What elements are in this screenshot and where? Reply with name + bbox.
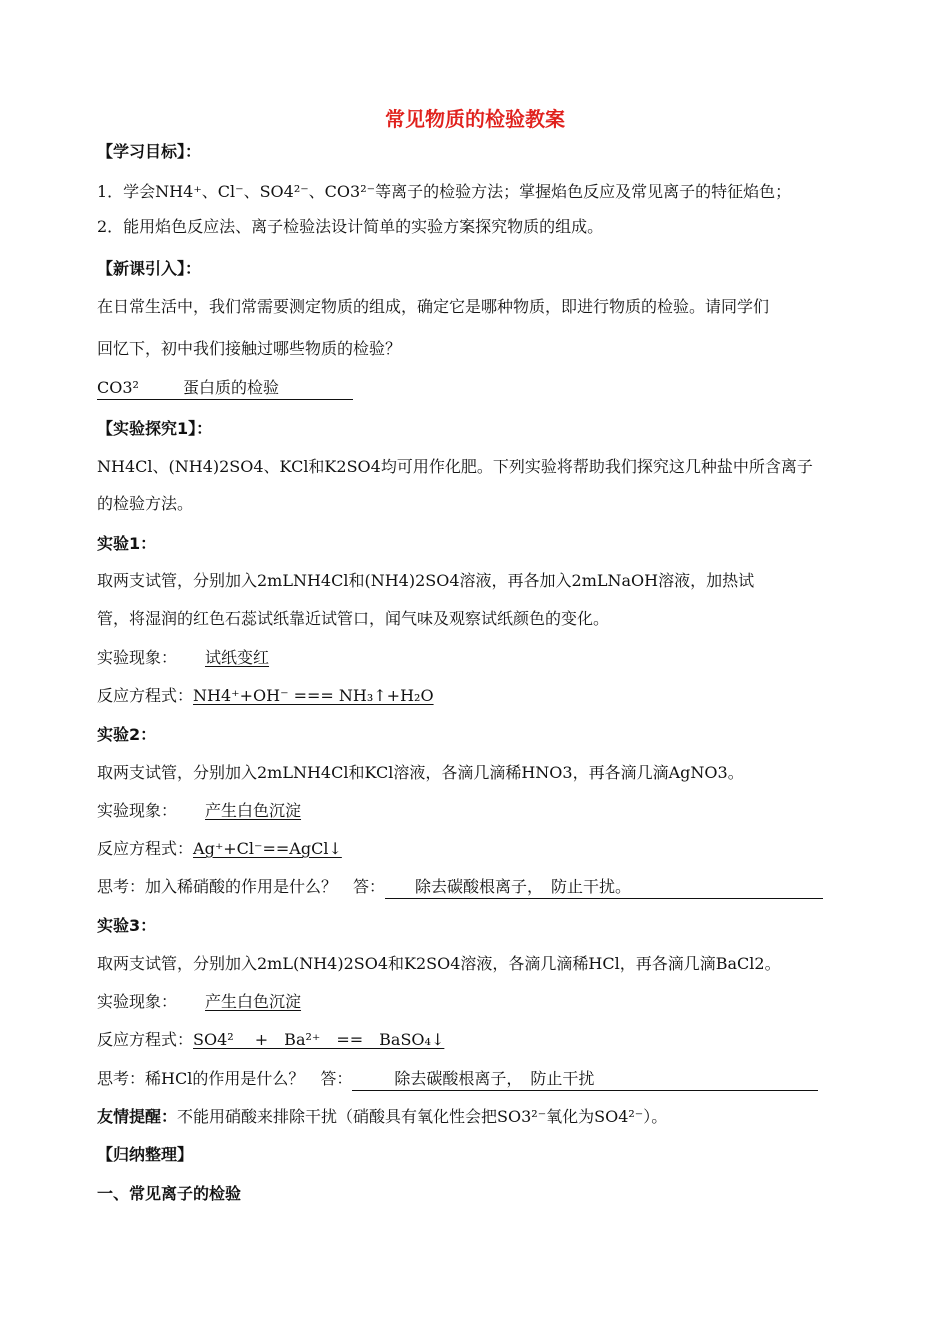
explore1-paragraph-line-2: 的检验方法。 — [97, 494, 194, 513]
intro-paragraph-line-2: 回忆下，初中我们接触过哪些物质的检验？ — [97, 339, 402, 358]
exp1-equation-row — [97, 685, 434, 707]
exp2-procedure-line-1: 取两支试管，分别加入2mLNH4Cl和KCl溶液，各滴几滴稀HNO3，再各滴几滴AgNO3。 — [97, 763, 744, 782]
exp3-equation-label: 反应方程式： — [97, 1030, 194, 1049]
exp3-phenomenon-row — [97, 991, 301, 1013]
exp2-phenomenon-row — [97, 800, 301, 822]
explore1-heading: 【实验探究1】： — [97, 419, 213, 438]
document-title: 常见物质的检验教案 — [385, 107, 565, 131]
exp1-heading: 实验1： — [97, 534, 157, 553]
exp2-think-answer: 除去碳酸根离子， 防止干扰。 — [415, 877, 632, 896]
exp3-equation-answer: SO4² + Ba²⁺ == BaSO₄↓ — [193, 1030, 445, 1049]
exp2-think-row — [97, 876, 823, 899]
exp3-equation-row — [97, 1029, 444, 1051]
exp2-phenomenon-answer: 产生白色沉淀 — [205, 801, 302, 820]
exp3-heading: 实验3： — [97, 916, 157, 935]
exp1-phenomenon-row — [97, 647, 269, 669]
exp3-think-answer-blank — [352, 1068, 818, 1091]
intro-answer-protein: 蛋白质的检验 — [182, 378, 279, 397]
reminder-row — [97, 1106, 667, 1128]
intro-answer-line — [97, 377, 353, 400]
explore1-paragraph-line-1: NH4Cl、(NH4)2SO4、KCl和K2SO4均可用作化肥。下列实验将帮助我们探究这几种盐中所含离子 — [97, 457, 813, 476]
exp2-think-question: 思考：加入稀硝酸的作用是什么？ 答： — [97, 877, 386, 896]
exp2-heading: 实验2： — [97, 725, 157, 744]
exp1-procedure-line-2: 管，将湿润的红色石蕊试纸靠近试管口，闻气味及观察试纸颜色的变化。 — [97, 609, 610, 628]
goals-heading: 【学习目标】： — [97, 142, 202, 161]
exp2-equation-row — [97, 838, 342, 860]
exp2-phenomenon-label: 实验现象： — [97, 801, 178, 820]
exp1-phenomenon-label: 实验现象： — [97, 648, 178, 667]
exp3-procedure-line-1: 取两支试管，分别加入2mL(NH4)2SO4和K2SO4溶液，各滴几滴稀HCl，再各滴几滴BaCl2。 — [97, 954, 781, 973]
exp2-equation-label: 反应方程式： — [97, 839, 194, 858]
intro-answer-co3: CO3² — [97, 378, 139, 397]
exp1-phenomenon-answer: 试纸变红 — [205, 648, 270, 667]
summary-heading: 【归纳整理】 — [97, 1145, 194, 1164]
goals-item-1: 1．学会NH4⁺、Cl⁻、SO4²⁻、CO3²⁻等离子的检验方法；掌握焰色反应及常见离子的特征焰色； — [97, 182, 792, 201]
intro-heading: 【新课引入】： — [97, 259, 202, 278]
exp1-procedure-line-1: 取两支试管，分别加入2mLNH4Cl和(NH4)2SO4溶液，再各加入2mLNaOH溶液，加热试 — [97, 571, 755, 590]
exp2-think-answer-blank — [385, 876, 823, 899]
reminder-label: 友情提醒： — [97, 1107, 178, 1126]
exp3-phenomenon-label: 实验现象： — [97, 992, 178, 1011]
exp3-think-row — [97, 1068, 818, 1091]
exp3-think-question: 思考：稀HCl的作用是什么？ 答： — [97, 1069, 353, 1088]
exp2-equation-answer: Ag⁺+Cl⁻==AgCl↓ — [193, 839, 342, 858]
exp3-think-answer: 除去碳酸根离子， 防止干扰 — [394, 1069, 595, 1088]
exp3-phenomenon-answer: 产生白色沉淀 — [205, 992, 302, 1011]
reminder-text: 不能用硝酸来排除干扰（硝酸具有氧化性会把SO3²⁻氧化为SO4²⁻）。 — [177, 1107, 668, 1126]
summary-section-1: 一、常见离子的检验 — [97, 1184, 242, 1203]
intro-paragraph-line-1: 在日常生活中，我们常需要测定物质的组成，确定它是哪种物质，即进行物质的检验。请同学们 — [97, 297, 770, 316]
goals-item-2: 2．能用焰色反应法、离子检验法设计简单的实验方案探究物质的组成。 — [97, 217, 604, 236]
exp1-equation-answer: NH4⁺+OH⁻ === NH₃↑+H₂O — [193, 686, 434, 705]
exp1-equation-label: 反应方程式： — [97, 686, 194, 705]
